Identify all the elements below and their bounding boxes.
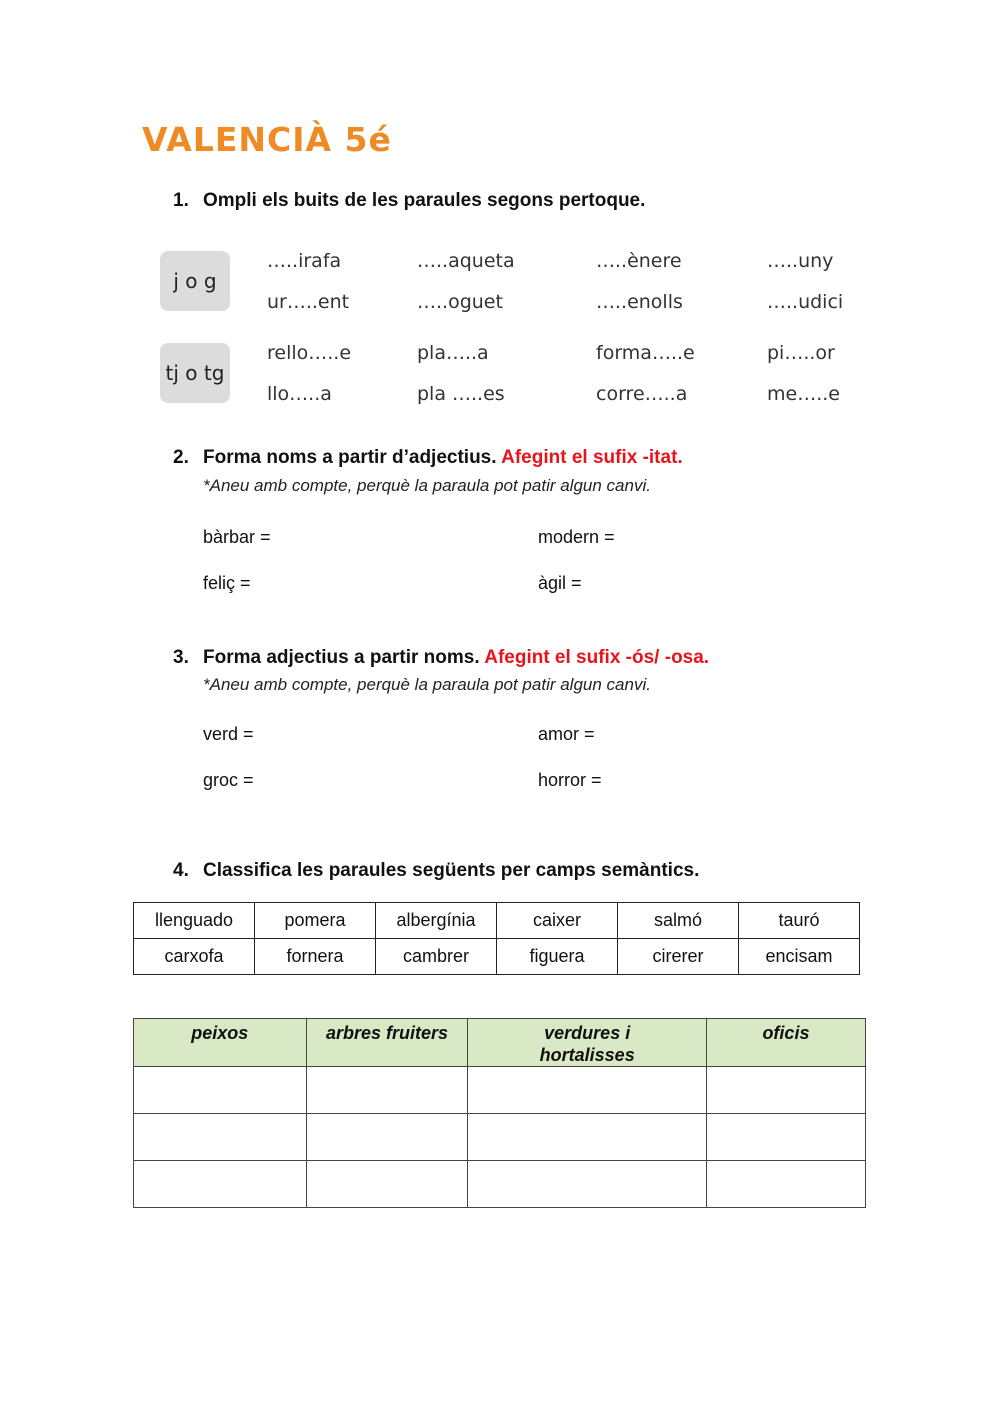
fill-word[interactable]: …..uny [767,250,834,272]
fill-word[interactable]: pla…..a [417,342,489,364]
answer-item[interactable]: horror = [538,770,602,790]
word-cell: figuera [497,939,618,975]
answer-cell[interactable] [306,1161,468,1208]
answer-item[interactable]: modern = [538,527,615,547]
question-3-highlight: Afegint el sufix -ós/ -osa. [484,647,710,668]
word-cell: encisam [739,939,860,975]
answer-item[interactable]: verd = [203,724,254,744]
fill-word[interactable]: me…..e [767,383,840,405]
word-cell: pomera [255,903,376,939]
table-row [134,1114,866,1161]
answer-cell[interactable] [134,1067,307,1114]
fill-word[interactable]: …..enolls [596,291,683,313]
word-cell: caixer [497,903,618,939]
question-2-number: 2. [173,447,189,468]
answer-item[interactable]: àgil = [538,573,582,593]
word-cell: tauró [739,903,860,939]
question-3-text: Forma adjectius a partir noms. [203,647,480,668]
answer-cell[interactable] [706,1114,865,1161]
answer-cell[interactable] [468,1067,706,1114]
page-title: VALENCIÀ 5é [142,120,392,159]
answer-cell[interactable] [134,1114,307,1161]
answer-cell[interactable] [706,1067,865,1114]
letter-badge-j-g: j o g [160,251,230,311]
question-3 [173,647,709,669]
answer-cell[interactable] [706,1161,865,1208]
word-cell: llenguado [134,903,255,939]
fill-word[interactable]: rello…..e [267,342,352,364]
fill-word[interactable]: pi…..or [767,342,835,364]
word-cell: cambrer [376,939,497,975]
question-1-number: 1. [173,190,189,211]
question-2-note: *Aneu amb compte, perquè la paraula pot patir algun canvi. [203,476,651,495]
answer-cell[interactable] [468,1161,706,1208]
question-4 [173,860,699,882]
answer-item[interactable]: amor = [538,724,595,744]
fill-word[interactable]: forma…..e [596,342,695,364]
fill-word[interactable]: …..oguet [417,291,503,313]
table-row [134,903,860,939]
word-cell: albergínia [376,903,497,939]
classification-table [133,1018,866,1208]
table-row [134,939,860,975]
answer-cell[interactable] [468,1114,706,1161]
question-1 [173,190,645,212]
table-row [134,1161,866,1208]
letter-badge-tj-tg: tj o tg [160,343,230,403]
fill-word[interactable]: pla …..es [417,383,505,405]
column-header-arbres-fruiters: arbres fruiters [306,1019,468,1067]
fill-word[interactable]: …..udici [767,291,844,313]
word-cell: fornera [255,939,376,975]
column-header-verdures: verdures i hortalisses [468,1019,706,1067]
word-cell: salmó [618,903,739,939]
fill-word[interactable]: …..ènere [596,250,682,272]
word-cell: cirerer [618,939,739,975]
answer-cell[interactable] [306,1067,468,1114]
answer-item[interactable]: groc = [203,770,254,790]
question-3-number: 3. [173,647,189,668]
column-header-oficis: oficis [706,1019,865,1067]
question-3-note: *Aneu amb compte, perquè la paraula pot patir algun canvi. [203,675,651,694]
question-2-highlight: Afegint el sufix -itat. [501,447,683,468]
answer-cell[interactable] [306,1114,468,1161]
word-bank-table [133,902,860,975]
fill-word[interactable]: corre…..a [596,383,688,405]
table-row [134,1067,866,1114]
answer-item[interactable]: feliç = [203,573,251,593]
question-2-text: Forma noms a partir d’adjectius. [203,447,497,468]
question-4-text: Classifica les paraules següents per camps semàntics. [203,860,700,881]
fill-word[interactable]: …..aqueta [417,250,515,272]
question-1-text: Ompli els buits de les paraules segons pertoque. [203,190,646,211]
word-cell: carxofa [134,939,255,975]
column-header-peixos: peixos [134,1019,307,1067]
fill-word[interactable]: ur…..ent [267,291,350,313]
fill-word[interactable]: llo…..a [267,383,332,405]
fill-word[interactable]: …..irafa [267,250,342,272]
answer-item[interactable]: bàrbar = [203,527,271,547]
answer-cell[interactable] [134,1161,307,1208]
table-header-row [134,1019,866,1067]
question-2 [173,447,683,469]
question-4-number: 4. [173,860,189,881]
